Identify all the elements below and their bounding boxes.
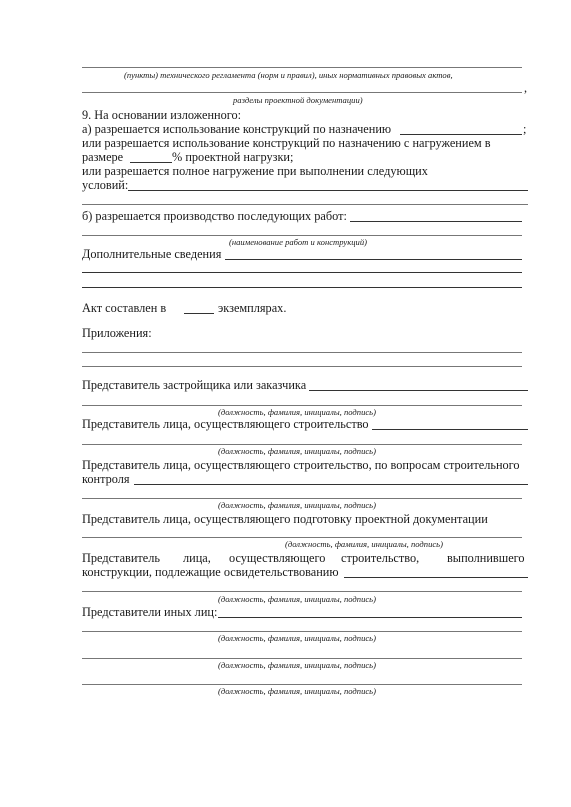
item9-a-line3-suffix: % проектной нагрузки; xyxy=(172,150,294,164)
performer-rep-word-5: выполнившего xyxy=(447,551,525,565)
item9-a-line2: или разрешается использование конструкций по назначению с нагружением в xyxy=(82,136,491,150)
control-rep-line[interactable] xyxy=(82,498,522,499)
item9-b-line: б) разрешается производство последующих работ: xyxy=(82,209,347,223)
additional-info-label: Дополнительные сведения xyxy=(82,247,222,261)
act-suffix: экземплярах. xyxy=(218,301,287,315)
item9-a-fill-field[interactable] xyxy=(400,134,522,135)
additional-info-line-3[interactable] xyxy=(82,287,522,288)
item9-heading: 9. На основании изложенного: xyxy=(82,108,242,122)
developer-rep-label: Представитель застройщика или заказчика xyxy=(82,378,307,392)
sections-line xyxy=(82,92,522,93)
performer-rep-line[interactable] xyxy=(82,591,522,592)
others-signature-caption-2: (должность, фамилия, инициалы, подпись) xyxy=(218,660,376,670)
item9-a-line5: условий: xyxy=(82,178,129,192)
developer-signature-caption: (должность, фамилия, инициалы, подпись) xyxy=(218,407,376,417)
load-percent-field[interactable] xyxy=(130,162,172,163)
others-rep-line-3[interactable] xyxy=(82,684,522,685)
item9-a-semicolon: ; xyxy=(523,122,527,136)
performer-rep-label-2: конструкции, подлежащие освидетельствованию xyxy=(82,565,339,579)
attachments-label: Приложения: xyxy=(82,326,152,340)
others-rep-line-2[interactable] xyxy=(82,658,522,659)
design-rep-label: Представитель лица, осуществляющего подготовку проектной документации xyxy=(82,512,488,526)
performer-rep-word-3: осуществляющего xyxy=(229,551,326,565)
design-rep-line[interactable] xyxy=(82,537,522,538)
others-signature-caption-3: (должность, фамилия, инициалы, подпись) xyxy=(218,686,376,696)
performer-signature-caption: (должность, фамилия, инициалы, подпись) xyxy=(218,594,376,604)
performer-rep-word-4: строительство, xyxy=(341,551,420,565)
conditions-field[interactable] xyxy=(128,190,528,191)
control-signature-caption: (должность, фамилия, инициалы, подпись) xyxy=(218,500,376,510)
others-rep-line-1[interactable] xyxy=(82,631,522,632)
others-rep-label: Представители иных лиц: xyxy=(82,605,218,619)
additional-info-line-2[interactable] xyxy=(82,272,522,273)
control-rep-label-1: Представитель лица, осуществляющего строительство, по вопросам строительного xyxy=(82,458,520,472)
sections-trailing-comma: , xyxy=(524,81,528,95)
others-signature-caption-1: (должность, фамилия, инициалы, подпись) xyxy=(218,633,376,643)
performer-rep-field[interactable] xyxy=(344,577,528,578)
act-prefix: Акт составлен в xyxy=(82,301,167,315)
developer-rep-line[interactable] xyxy=(82,405,522,406)
builder-rep-field[interactable] xyxy=(372,429,528,430)
regulations-line xyxy=(82,67,522,68)
builder-rep-label: Представитель лица, осуществляющего строительство xyxy=(82,417,369,431)
builder-rep-line[interactable] xyxy=(82,444,522,445)
control-rep-label-2: контроля xyxy=(82,472,130,486)
subsequent-works-field[interactable] xyxy=(350,221,522,222)
others-rep-field[interactable] xyxy=(218,617,522,618)
conditions-field-continuation[interactable] xyxy=(82,204,528,205)
attachments-line-1[interactable] xyxy=(82,352,522,353)
subsequent-works-field-continuation[interactable] xyxy=(82,235,522,236)
performer-rep-word-1: Представитель xyxy=(82,551,160,565)
design-signature-caption: (должность, фамилия, инициалы, подпись) xyxy=(285,539,443,549)
sections-caption: разделы проектной документации) xyxy=(233,95,363,105)
regulations-caption: (пункты) технического регламента (норм и правил), иных нормативных правовых актов, xyxy=(124,70,453,80)
works-caption: (наименование работ и конструкций) xyxy=(229,237,368,247)
performer-rep-word-2: лица, xyxy=(183,551,211,565)
item9-a-line3-prefix: размере xyxy=(82,150,124,164)
item9-a-line1: а) разрешается использование конструкций по назначению xyxy=(82,122,392,136)
builder-signature-caption: (должность, фамилия, инициалы, подпись) xyxy=(218,446,376,456)
attachments-line-2[interactable] xyxy=(82,366,522,367)
developer-rep-field[interactable] xyxy=(309,390,528,391)
item9-a-line4: или разрешается полное нагружение при выполнении следующих xyxy=(82,164,428,178)
additional-info-field[interactable] xyxy=(225,259,522,260)
control-rep-field[interactable] xyxy=(134,484,528,485)
copies-count-field[interactable] xyxy=(184,313,214,314)
